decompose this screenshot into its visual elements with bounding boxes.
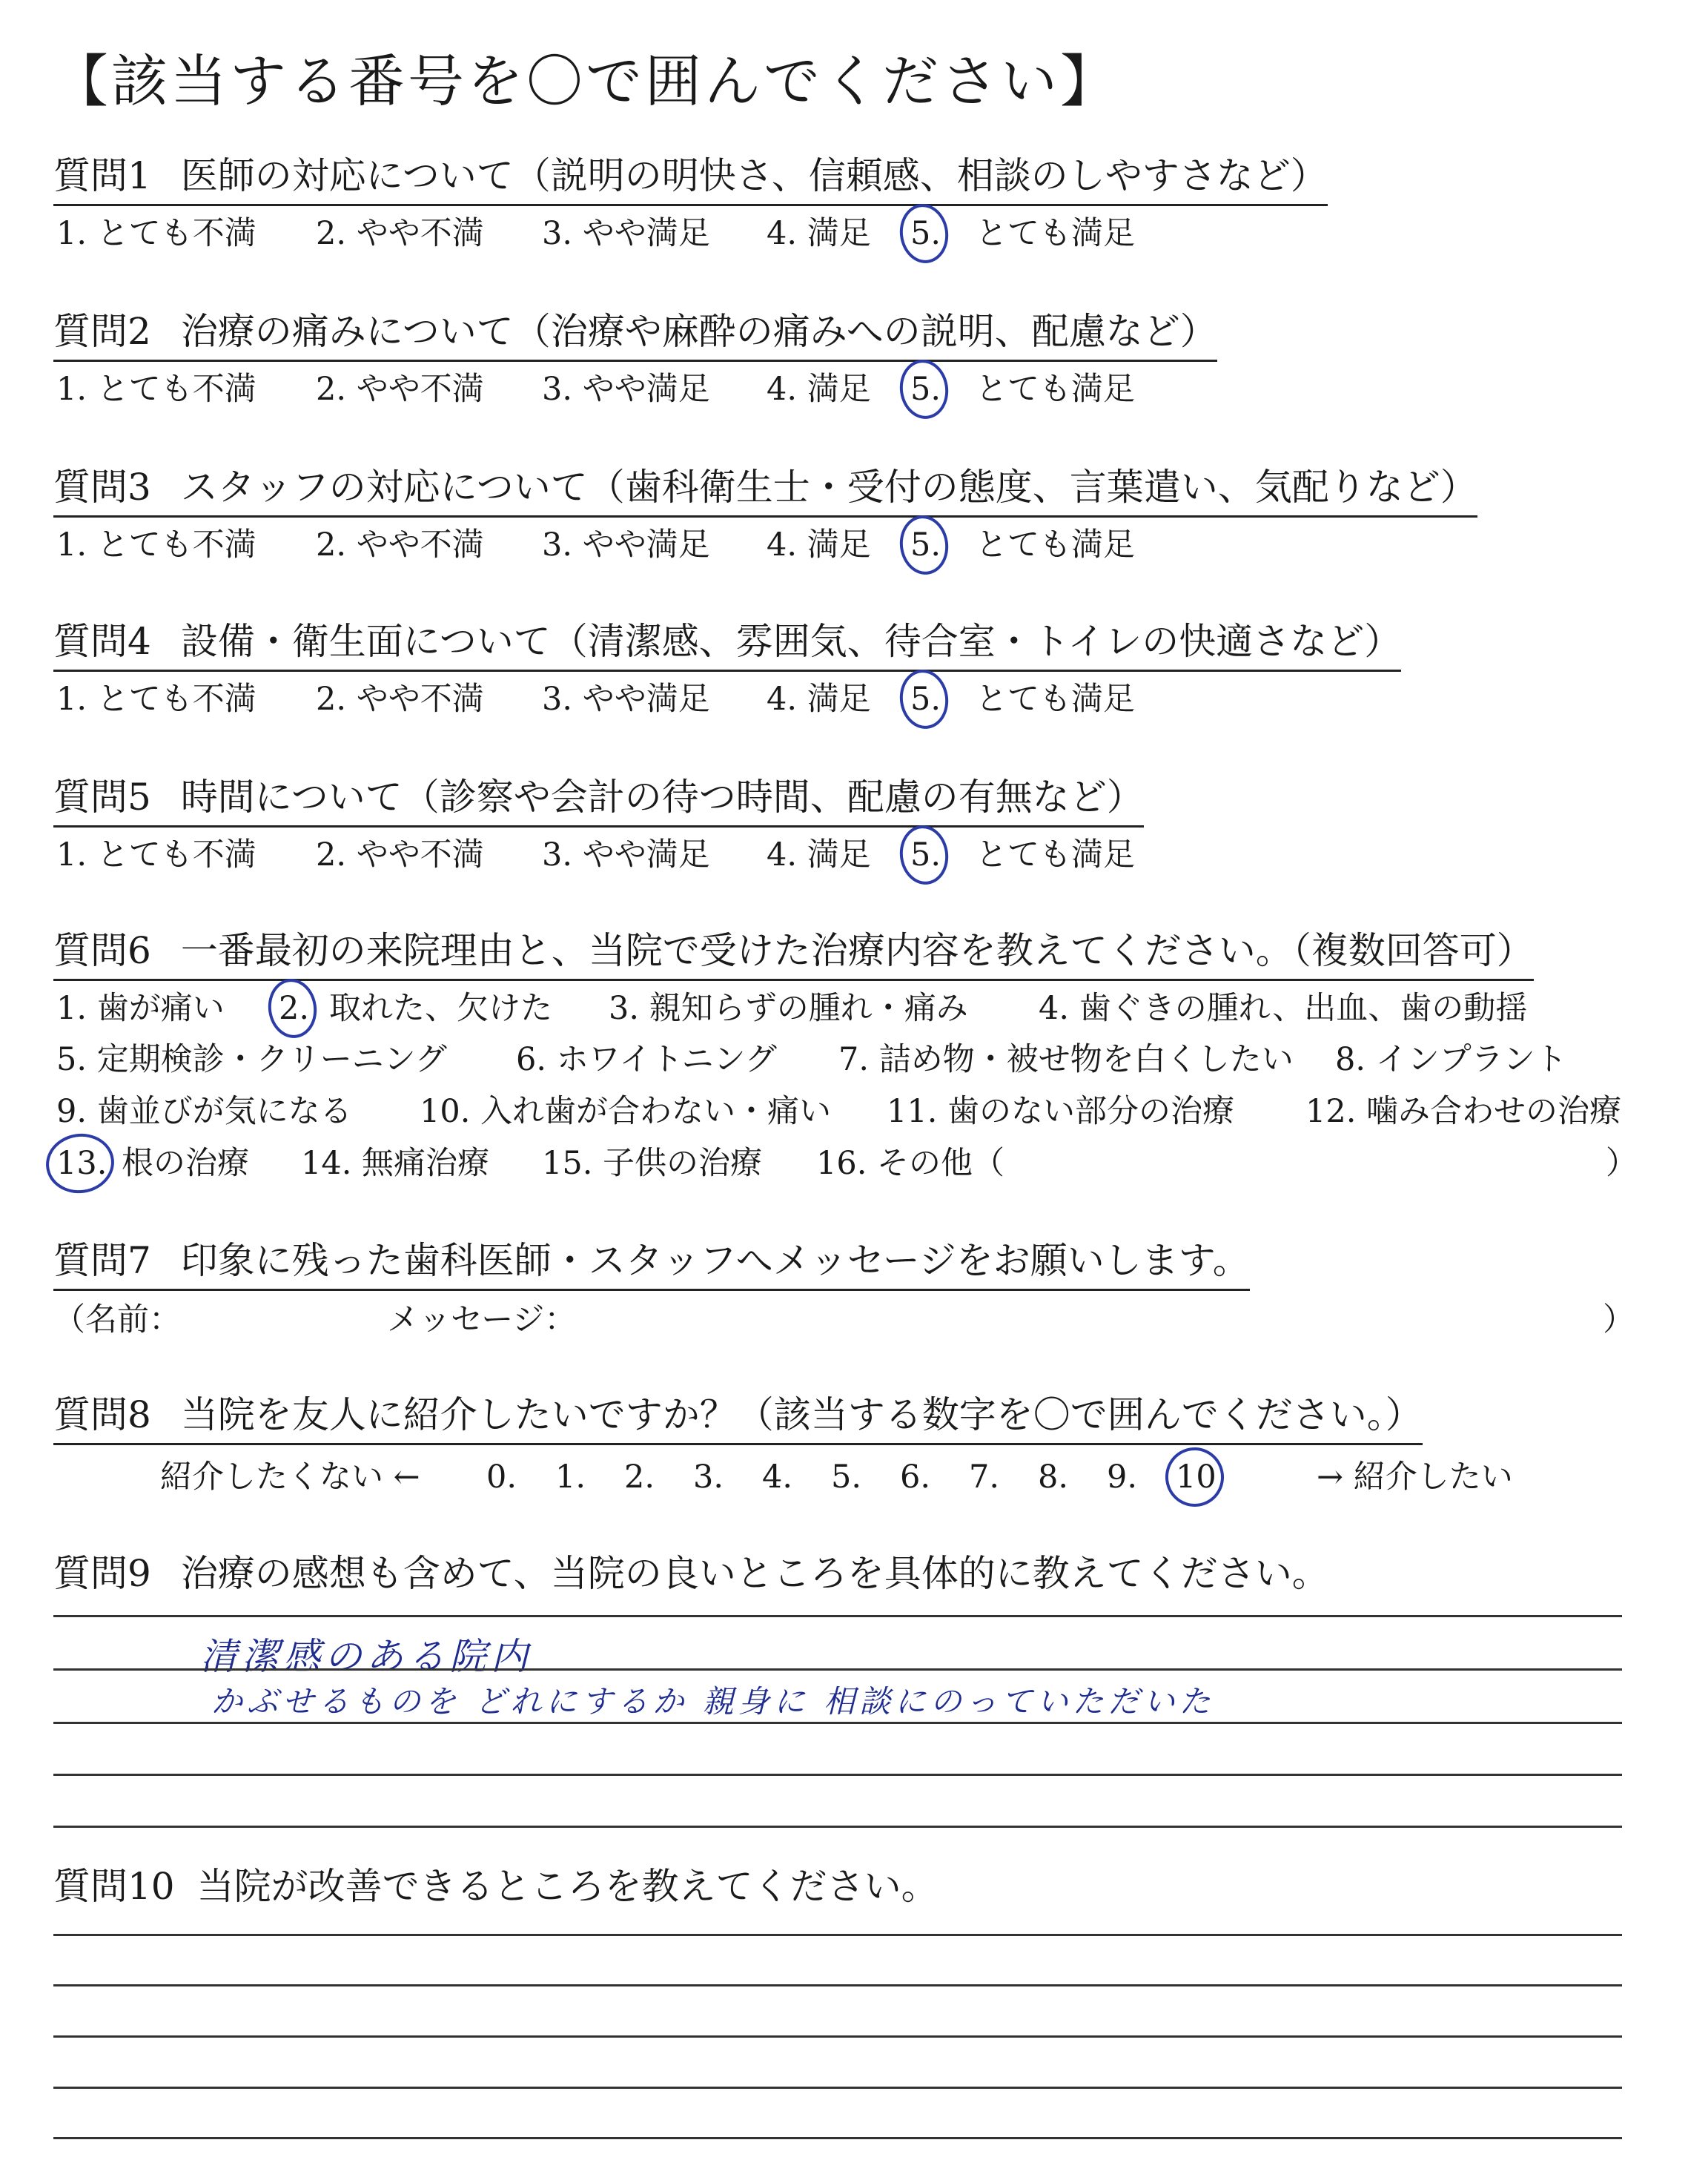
q6-option-5[interactable]: 5. 定期検診・クリーニング — [56, 1041, 447, 1078]
q4-option-2[interactable]: 2. やや不満 — [316, 681, 484, 718]
q7-message-label: メッセージ： — [387, 1301, 577, 1338]
q6-option-16-close: ） — [1606, 1145, 1638, 1182]
q8-scale-8[interactable]: 8. — [1038, 1459, 1069, 1496]
question-7-text: 印象に残った歯科医師・スタッフへメッセージをお願いします。 — [180, 1239, 1250, 1282]
q4-option-4[interactable]: 4. 満足 — [767, 681, 871, 718]
q8-selected-circle: 10 — [1176, 1456, 1217, 1498]
q8-right-label: → 紹介したい — [1317, 1459, 1513, 1496]
q2-selected-circle: 5. — [910, 369, 941, 410]
q6-option-13-number[interactable] — [56, 1143, 107, 1184]
q6-option-9[interactable]: 9. 歯並びが気になる — [56, 1093, 352, 1130]
question-4-text: 設備・衛生面について（清潔感、雰囲気、待合室・トイレの快適さなど） — [180, 620, 1402, 663]
q3-option-5[interactable] — [910, 524, 941, 566]
q3-selected-circle: 5. — [910, 524, 941, 566]
question-9-heading — [53, 1550, 1329, 1602]
q10-rule-2 — [53, 1984, 1622, 1986]
q3-option-5-label[interactable]: とても満足 — [976, 526, 1135, 564]
q10-rule-1 — [53, 1934, 1622, 1936]
question-1-number: 質問1 — [53, 154, 151, 197]
q8-left-label: 紹介したくない ← — [160, 1459, 420, 1496]
question-8-heading — [53, 1391, 1423, 1445]
question-2-number: 質問2 — [53, 310, 151, 353]
q5-option-5-label[interactable]: とても満足 — [976, 836, 1135, 873]
question-3-heading — [53, 463, 1477, 518]
question-1-text: 医師の対応について（説明の明快さ、信頼感、相談のしやすさなど） — [180, 154, 1328, 197]
question-9-number: 質問9 — [53, 1552, 151, 1595]
q6-option-6[interactable]: 6. ホワイトニング — [516, 1041, 777, 1078]
question-10-text: 当院が改善できるところを教えてください。 — [196, 1865, 939, 1908]
q3-option-4[interactable]: 4. 満足 — [767, 526, 871, 564]
question-2-text: 治療の痛みについて（治療や麻酔の痛みへの説明、配慮など） — [180, 310, 1217, 353]
q9-handwritten-answer-1: 清潔感のある院内 — [200, 1635, 532, 1678]
q8-scale-0[interactable]: 0. — [486, 1459, 517, 1496]
question-10-number: 質問10 — [53, 1865, 175, 1908]
q9-rule-2 — [53, 1668, 1622, 1671]
question-6-heading — [53, 927, 1534, 981]
q6-option-2-circle: 2. — [279, 988, 309, 1029]
question-3-number: 質問3 — [53, 466, 151, 509]
q8-scale-4[interactable]: 4. — [762, 1459, 793, 1496]
q3-option-1[interactable]: 1. とても不満 — [56, 526, 256, 564]
q1-option-4[interactable]: 4. 満足 — [767, 215, 871, 252]
q9-rule-4 — [53, 1774, 1622, 1776]
q6-option-1[interactable]: 1. 歯が痛い — [56, 990, 225, 1027]
q2-option-5[interactable] — [910, 369, 941, 410]
q8-scale-5[interactable]: 5. — [831, 1459, 862, 1496]
q1-option-3[interactable]: 3. やや満足 — [542, 215, 710, 252]
q1-option-5[interactable] — [910, 213, 941, 254]
q2-option-4[interactable]: 4. 満足 — [767, 371, 871, 408]
question-2-heading — [53, 308, 1217, 362]
q5-option-1[interactable]: 1. とても不満 — [56, 836, 256, 873]
q2-option-5-label[interactable]: とても満足 — [976, 371, 1135, 408]
question-5-text: 時間について（診察や会計の待つ時間、配慮の有無など） — [180, 776, 1144, 819]
question-6-text: 一番最初の来院理由と、当院で受けた治療内容を教えてください。（複数回答可） — [180, 929, 1534, 972]
q1-selected-circle: 5. — [910, 213, 941, 254]
question-3-text: スタッフの対応について（歯科衛生士・受付の態度、言葉遣い、気配りなど） — [180, 466, 1477, 509]
q5-option-3[interactable]: 3. やや満足 — [542, 836, 710, 873]
q5-option-2[interactable]: 2. やや不満 — [316, 836, 484, 873]
q9-handwritten-answer-2: かぶせるものを どれにするか 親身に 相談にのっていただいた — [211, 1683, 1215, 1720]
q6-option-3[interactable]: 3. 親知らずの腫れ・痛み — [609, 990, 968, 1027]
q8-scale-1[interactable]: 1. — [555, 1459, 586, 1496]
q4-option-5-label[interactable]: とても満足 — [976, 681, 1135, 718]
q8-scale-3[interactable]: 3. — [693, 1459, 724, 1496]
q6-option-10[interactable]: 10. 入れ歯が合わない・痛い — [420, 1093, 832, 1130]
q6-option-15[interactable]: 15. 子供の治療 — [542, 1145, 763, 1182]
question-4-heading — [53, 618, 1401, 672]
q6-option-16[interactable]: 16. その他（ — [816, 1145, 1005, 1182]
q6-option-11[interactable]: 11. 歯のない部分の治療 — [887, 1093, 1235, 1130]
q6-option-14[interactable]: 14. 無痛治療 — [301, 1145, 490, 1182]
q1-option-1[interactable]: 1. とても不満 — [56, 215, 256, 252]
question-10-heading — [53, 1863, 939, 1915]
question-1-heading — [53, 152, 1328, 206]
q7-close-paren: ） — [1603, 1301, 1635, 1338]
q7-name-label: （名前： — [53, 1301, 181, 1338]
q6-option-2-label[interactable]: 取れた、欠けた — [329, 990, 552, 1027]
q8-scale-6[interactable]: 6. — [900, 1459, 931, 1496]
q4-option-5[interactable] — [910, 678, 941, 720]
q5-option-5[interactable] — [910, 834, 941, 876]
q10-rule-4 — [53, 2087, 1622, 2089]
q10-rule-3 — [53, 2035, 1622, 2038]
q2-option-2[interactable]: 2. やや不満 — [316, 371, 484, 408]
q6-option-8[interactable]: 8. インプラント — [1335, 1041, 1567, 1078]
question-9-text: 治療の感想も含めて、当院の良いところを具体的に教えてください。 — [180, 1552, 1329, 1595]
q3-option-3[interactable]: 3. やや満足 — [542, 526, 710, 564]
q9-rule-1 — [53, 1615, 1622, 1617]
q6-option-13-circle: 13. — [56, 1143, 107, 1184]
q8-scale-10[interactable] — [1176, 1456, 1217, 1498]
q6-option-7[interactable]: 7. 詰め物・被せ物を白くしたい — [838, 1041, 1294, 1078]
q1-option-2[interactable]: 2. やや不満 — [316, 215, 484, 252]
q8-scale-2[interactable]: 2. — [624, 1459, 655, 1496]
question-7-heading — [53, 1237, 1250, 1291]
q4-option-3[interactable]: 3. やや満足 — [542, 681, 710, 718]
question-6-number: 質問6 — [53, 929, 151, 972]
question-7-number: 質問7 — [53, 1239, 151, 1282]
question-5-heading — [53, 773, 1144, 828]
question-4-number: 質問4 — [53, 620, 151, 663]
q9-rule-3 — [53, 1722, 1622, 1724]
q9-rule-5 — [53, 1826, 1622, 1828]
q6-option-12[interactable]: 12. 噛み合わせの治療 — [1305, 1093, 1622, 1130]
q2-option-3[interactable]: 3. やや満足 — [542, 371, 710, 408]
q8-scale-7[interactable]: 7. — [969, 1459, 1000, 1496]
q3-option-2[interactable]: 2. やや不満 — [316, 526, 484, 564]
q5-option-4[interactable]: 4. 満足 — [767, 836, 871, 873]
q6-option-4[interactable]: 4. 歯ぐきの腫れ、出血、歯の動揺 — [1039, 990, 1528, 1027]
q4-option-1[interactable]: 1. とても不満 — [56, 681, 256, 718]
q1-option-5-label[interactable]: とても満足 — [976, 215, 1135, 252]
question-8-text: 当院を友人に紹介したいですか？（該当する数字を〇で囲んでください。） — [180, 1393, 1423, 1436]
question-5-number: 質問5 — [53, 776, 151, 819]
q4-selected-circle: 5. — [910, 678, 941, 720]
q2-option-1[interactable]: 1. とても不満 — [56, 371, 256, 408]
question-8-number: 質問8 — [53, 1393, 151, 1436]
q5-selected-circle: 5. — [910, 834, 941, 876]
form-title: 【該当する番号を〇で囲んでください】 — [52, 48, 1119, 114]
q10-rule-5 — [53, 2137, 1622, 2139]
q8-scale-9[interactable]: 9. — [1107, 1459, 1138, 1496]
q6-option-2-number[interactable] — [279, 988, 309, 1029]
q6-option-13-label[interactable]: 根の治療 — [122, 1145, 249, 1182]
